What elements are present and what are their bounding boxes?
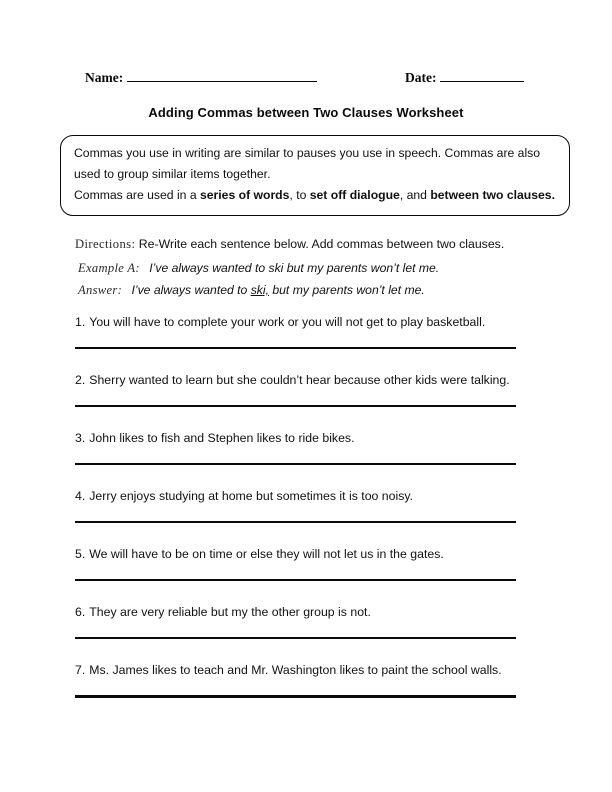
question-item bbox=[75, 372, 516, 407]
question-number: 4. bbox=[75, 489, 86, 503]
answer-write-line[interactable] bbox=[75, 405, 516, 407]
example-row bbox=[78, 261, 548, 276]
directions-text: Re-Write each sentence below. Add commas between two clauses. bbox=[138, 237, 505, 251]
question-sentence: We will have to be on time or else they will not let us in the gates. bbox=[89, 547, 444, 561]
answer-write-line[interactable] bbox=[75, 637, 516, 639]
date-group bbox=[405, 68, 524, 87]
question-number: 1. bbox=[75, 315, 86, 329]
answer-underlined-word: ski, bbox=[250, 283, 269, 297]
name-group bbox=[85, 68, 317, 87]
question-number: 5. bbox=[75, 547, 86, 561]
directions-row bbox=[75, 236, 545, 252]
question-number: 2. bbox=[75, 373, 86, 387]
question-item bbox=[75, 430, 516, 465]
header-row bbox=[0, 68, 612, 90]
name-write-line[interactable] bbox=[127, 68, 317, 82]
answer-write-line[interactable] bbox=[75, 347, 516, 349]
question-item bbox=[75, 662, 516, 698]
question-sentence: John likes to fish and Stephen likes to ride bikes. bbox=[89, 431, 355, 445]
question-sentence: Ms. James likes to teach and Mr. Washington likes to paint the school walls. bbox=[89, 663, 502, 677]
example-sentence: I’ve always wanted to ski but my parents won’t let me. bbox=[149, 261, 440, 275]
page-title: Adding Commas between Two Clauses Worksheet bbox=[148, 105, 464, 120]
question-sentence: They are very reliable but my the other group is not. bbox=[89, 605, 371, 619]
question-number: 3. bbox=[75, 431, 86, 445]
date-label: Date: bbox=[405, 70, 437, 85]
answer-write-line[interactable] bbox=[75, 695, 516, 698]
example-label: Example A: bbox=[78, 261, 140, 275]
directions-label: Directions: bbox=[75, 237, 136, 251]
question-number: 7. bbox=[75, 663, 86, 677]
question-number: 6. bbox=[75, 605, 86, 619]
question-item bbox=[75, 604, 516, 639]
answer-write-line[interactable] bbox=[75, 579, 516, 581]
answer-sentence: I’ve always wanted to ski, but my parents won’t let me. bbox=[131, 283, 425, 297]
name-label: Name: bbox=[85, 70, 124, 85]
info-box bbox=[60, 135, 570, 216]
info-paragraph-2: Commas are used in a series of words, to set off dialogue, and between two clauses. bbox=[74, 188, 555, 202]
question-item bbox=[75, 546, 516, 581]
question-item bbox=[75, 488, 516, 523]
answer-write-line[interactable] bbox=[75, 463, 516, 465]
info-paragraph-1: Commas you use in writing are similar to pauses you use in speech. Commas are also used to group similar items together. bbox=[74, 146, 541, 181]
answer-write-line[interactable] bbox=[75, 521, 516, 523]
answer-row bbox=[78, 283, 548, 298]
question-item bbox=[75, 314, 516, 349]
question-sentence: You will have to complete your work or you will not get to play basketball. bbox=[89, 315, 486, 329]
questions-list bbox=[75, 314, 516, 721]
question-sentence: Jerry enjoys studying at home but sometimes it is too noisy. bbox=[89, 489, 413, 503]
date-write-line[interactable] bbox=[440, 68, 524, 82]
question-sentence: Sherry wanted to learn but she couldn’t hear because other kids were talking. bbox=[89, 373, 510, 387]
answer-label: Answer: bbox=[78, 283, 123, 297]
